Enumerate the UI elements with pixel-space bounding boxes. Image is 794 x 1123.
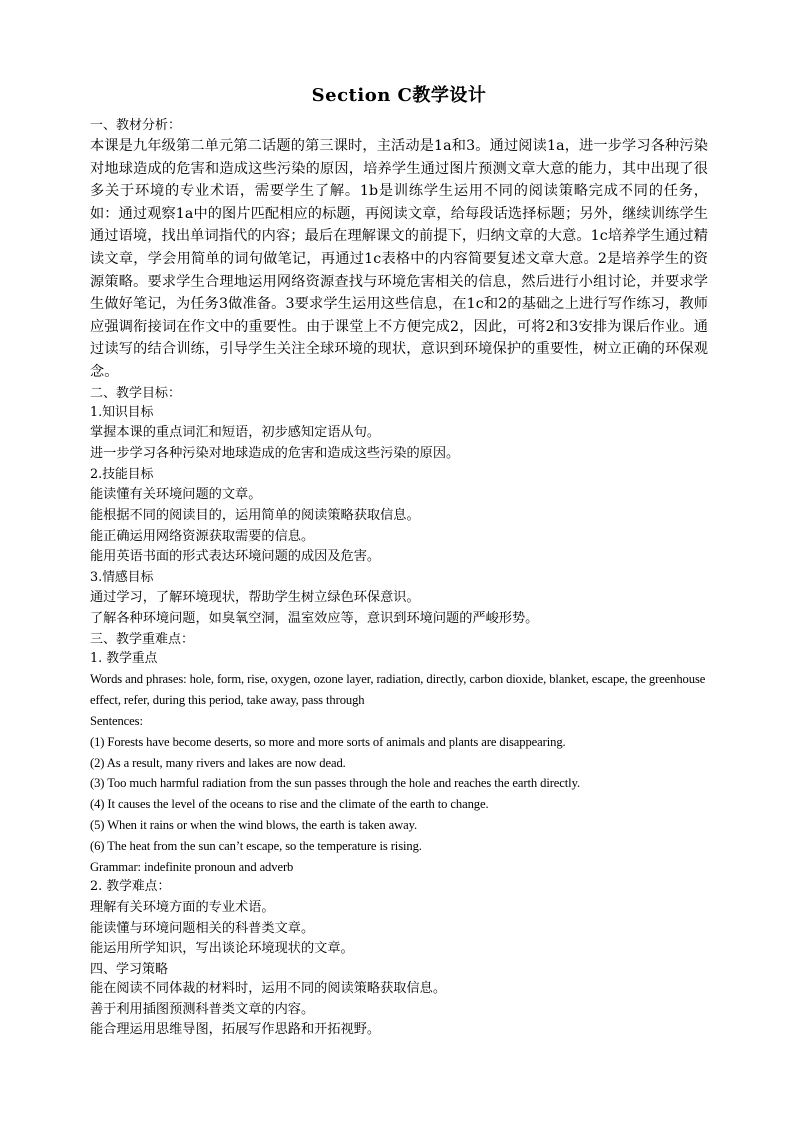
skill-goal-item: 能根据不同的阅读目的，运用简单的阅读策略获取信息。 bbox=[90, 507, 420, 523]
sentence-item: (3) Too much harmful radiation from the sun passes through the hole and reaches the earth directly. bbox=[90, 776, 581, 791]
difficulty-item: 理解有关环境方面的专业术语。 bbox=[90, 900, 275, 916]
section-2-heading: 二、教学目标： bbox=[90, 385, 182, 401]
sentence-item: (4) It causes the level of the oceans to rise and the climate of the earth to change. bbox=[90, 797, 489, 812]
section-1-paragraph: 本课是九年级第二单元第二话题的第三课时，主活动是1a和3。通过阅读1a，进一步学习各种污染对地球造成的危害和造成这些污染的原因，培养学生通过图片预测文章大意的能力，其中出现了很多关于环境的专业术语，需要学生了解。1b是训练学生运用不同的阅读策略完成不同的任务，如：通过观察1a中的图片匹配相应的标题，再阅读文章，给每段话选择标题；另外，继续训练学生通过语境，找出单词指代的内容；最后在理解课文的前提下，归纳文章的大意。1c培养学生通过精读文章，学会用简单的词句做笔记，再通过1c表格中的内容简要复述文章大意。2是培养学生的资源策略。要求学生合理地运用网络资源查找与环境危害相关的信息，然后进行小组讨论，并要求学生做好笔记，为任务3做准备。3要求学生运用这些信息，在1c和2的基础之上进行写作练习，教师应强调衔接词在作文中的重要性。由于课堂上不方便完成2，因此，可将2和3安排为课后作业。通过读写的结合训练，引导学生关注全球环境的现状，意识到环境保护的重要性，树立正确的环保观念。 bbox=[90, 138, 708, 380]
difficulty-item: 能读懂与环境问题相关的科普类文章。 bbox=[90, 920, 315, 936]
emotion-goal-title: 3.情感目标 bbox=[90, 569, 154, 585]
grammar-line: Grammar: indefinite pronoun and adverb bbox=[90, 859, 294, 874]
emotion-goal-item: 了解各种环境问题，如臭氧空洞，温室效应等，意识到环境问题的严峻形势。 bbox=[90, 611, 539, 627]
section-1-heading: 一、教材分析： bbox=[90, 118, 182, 133]
words-and-phrases: Words and phrases: hole, form, rise, oxygen, ozone layer, radiation, directly, carbon dioxide, blanket, escape, the greenhouse effect, refer, during this period, take away, pass through bbox=[90, 672, 706, 708]
sentence-item: (1) Forests have become deserts, so more and more sorts of animals and plants are disappearing. bbox=[90, 734, 566, 749]
knowledge-goal-title: 1.知识目标 bbox=[90, 404, 154, 420]
sentence-item: (5) When it rains or when the wind blows, the earth is taken away. bbox=[90, 818, 418, 833]
skill-goal-item: 能正确运用网络资源获取需要的信息。 bbox=[90, 528, 315, 544]
emotion-goal-item: 通过学习，了解环境现状，帮助学生树立绿色环保意识。 bbox=[90, 590, 420, 606]
difficulty-item: 能运用所学知识，写出谈论环境现状的文章。 bbox=[90, 941, 354, 957]
strategy-item: 能在阅读不同体裁的材料时，运用不同的阅读策略获取信息。 bbox=[90, 981, 447, 997]
strategy-item: 善于利用插图预测科普类文章的内容。 bbox=[90, 1001, 315, 1017]
knowledge-goal-item: 掌握本课的重点词汇和短语，初步感知定语从句。 bbox=[90, 425, 381, 441]
section-3-heading: 三、教学重难点： bbox=[90, 631, 195, 647]
teaching-difficulty-title: 2. 教学难点： bbox=[90, 879, 171, 895]
skill-goal-title: 2.技能目标 bbox=[90, 466, 154, 482]
sentence-item: (6) The heat from the sun can’t escape, so the temperature is rising. bbox=[90, 838, 422, 853]
strategy-item: 能合理运用思维导图，拓展写作思路和开拓视野。 bbox=[90, 1022, 381, 1038]
section-4-heading: 四、学习策略 bbox=[90, 962, 169, 978]
sentence-item: (2) As a result, many rivers and lakes are now dead. bbox=[90, 755, 346, 770]
page-title: Section C教学设计 bbox=[311, 85, 487, 106]
skill-goal-item: 能读懂有关环境问题的文章。 bbox=[90, 487, 262, 503]
sentences-label: Sentences: bbox=[90, 714, 143, 729]
skill-goal-item: 能用英语书面的形式表达环境问题的成因及危害。 bbox=[90, 549, 381, 565]
teaching-focus-title: 1. 教学重点 bbox=[90, 650, 158, 666]
knowledge-goal-item: 进一步学习各种污染对地球造成的危害和造成这些污染的原因。 bbox=[90, 445, 460, 461]
